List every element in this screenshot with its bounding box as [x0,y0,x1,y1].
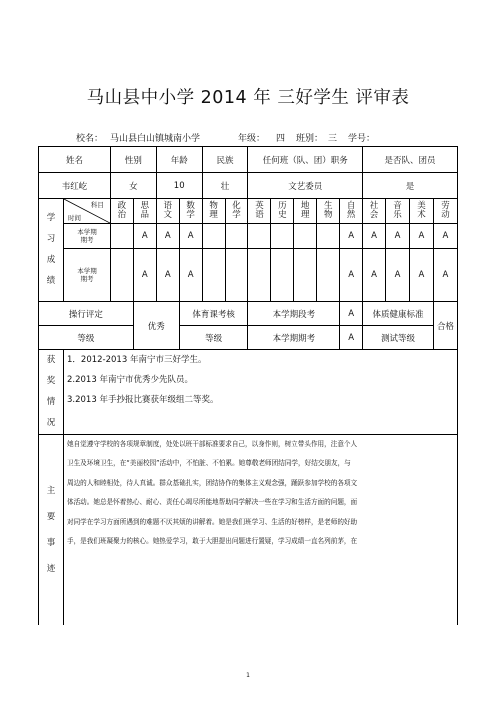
deeds-content [64,435,458,625]
student-name: 韦红屹 [39,173,111,199]
subject-header [225,199,248,224]
subject-header-row [39,199,458,224]
diagonal-header-cell [64,199,111,224]
subject-header-char: 自 [346,200,356,211]
student-ethnicity: 壮 [202,173,248,199]
grade-cell [271,249,294,302]
student-age: 10 [156,173,202,199]
subject-header-char: 音 [393,200,402,211]
diag-subject-label: 科目 [90,201,104,209]
awards-row [39,350,458,435]
subject-header-char: 然 [346,210,356,220]
subject-header [433,199,457,224]
deeds-line: 周边的人和睦相处，待人真诚。群众基础扎实，团结协作的集体主义观念强，踊跃参加学校的各项文 [67,478,358,487]
midterm-label: 本学期段考 [248,302,340,326]
grade-cell [317,249,340,302]
deeds-row [39,435,458,625]
grade-cell: A [409,249,433,302]
subject-header-char: 学 [186,210,195,220]
grade-row-label [64,249,111,302]
subject-header [409,199,433,224]
subject-header [363,199,386,224]
subject-header-char: 数 [186,200,195,211]
subject-header-char: 政 [117,200,127,211]
ethnicity-header: 民族 [202,147,248,173]
midterm-value: A [340,302,363,326]
subject-header-char: 思 [140,200,150,211]
grade-cell [271,224,294,249]
grade-cell [225,249,248,302]
deeds-line: 她自觉遵守学校的各项规章制度，处处以班干部标准要求自己，以身作则，树立带头作用，注意个人 [67,440,358,448]
subject-header [156,199,179,224]
health-grade-label: 测试等级 [363,326,434,350]
conduct-value: 优秀 [133,302,179,350]
subject-header-char: 术 [417,210,426,220]
evaluation-row [39,326,458,350]
conduct-grade-label: 等级 [39,326,134,350]
subject-header-char: 语 [163,200,172,211]
subject-header-char: 会 [369,210,379,220]
subject-header [317,199,340,224]
grade-cell [294,249,317,302]
student-position: 文艺委员 [248,173,363,199]
subject-header-char: 物 [209,200,218,211]
grade-cell: A [133,249,156,302]
deeds-label [39,435,64,625]
student-member: 是 [363,173,458,199]
awards-char: 情 [46,397,56,407]
awards-label [39,350,64,435]
grade-row-label-part: 期考 [80,275,94,283]
name-header: 姓名 [39,147,111,173]
deeds-line: 体活动。她总是怀着热心、耐心、责任心竭尽所能地帮助同学解决一些在学习和生活方面的问题，面 [67,498,358,507]
subject-header-char: 动 [441,210,450,220]
study-grades-char: 绩 [46,276,56,286]
awards-char: 况 [46,418,56,428]
subject-header-char: 治 [117,210,127,220]
grade-row [39,249,458,302]
grade-cell: A [433,249,457,302]
grade-cell [110,224,133,249]
evaluation-form-table [38,146,458,625]
subject-header [248,199,271,224]
study-grades-char: 习 [46,234,56,244]
subject-header-char: 历 [278,200,287,211]
subject-header-char: 理 [301,210,310,220]
diag-time-label: 时间 [68,214,81,222]
grade-cell [248,224,271,249]
grade-cell: A [156,249,179,302]
subject-header [271,199,294,224]
grade-cell [317,224,340,249]
age-header: 年龄 [156,147,202,173]
final-label: 本学期期考 [248,326,340,350]
subject-header-char: 地 [301,200,310,211]
deeds-line: 对同学在学习方面所遇到的难题不厌其烦的讲解着。她是我们班学习、生活的好榜样，是老师的好助 [67,517,358,526]
subject-header [133,199,156,224]
subject-header-char: 乐 [393,210,402,220]
grade-cell: A [179,224,202,249]
grade-cell: A [433,224,457,249]
grade-row [39,224,458,249]
grade-cell: A [386,249,410,302]
grade-label: 年级： [238,134,266,144]
subject-header-char: 史 [278,210,287,220]
grade-value: 四 [276,134,286,144]
school-value: 马山县白山镇城南小学 [110,134,201,144]
student-no-label: 学号： [348,134,376,144]
deeds-line: 手，是我们班凝聚力的核心。她热爱学习，敢于大胆提出问题进行置疑，学习成绩一直名列前茅，在 [67,537,358,546]
subject-header-char: 文 [163,210,172,220]
deeds-char: 要 [46,511,56,522]
subject-header-char: 英 [255,200,264,211]
pe-label: 体育课考核 [179,302,248,326]
subject-header [340,199,363,224]
grade-cell [225,224,248,249]
class-label: 班别： [296,134,324,144]
subject-header [179,199,202,224]
grade-cell [110,249,133,302]
grade-cell [248,249,271,302]
deeds-char: 迹 [46,563,56,574]
health-value: 合格 [433,302,457,350]
study-grades-char: 成 [46,255,56,265]
student-gender: 女 [110,173,156,199]
study-grades-label [39,199,64,302]
subject-header-char: 品 [140,210,150,220]
deeds-line: 卫生及环境卫生，在“美丽校园”活动中，不怕脏、不怕累。她尊敬老师团结同学，好结交朋友，与 [67,459,351,468]
grade-cell: A [363,249,386,302]
health-label: 体质健康标准 [363,302,434,326]
evaluation-row [39,302,458,326]
grade-cell: A [386,224,410,249]
subject-header [386,199,410,224]
grade-cell [202,224,225,249]
awards-content [64,350,458,435]
grade-cell: A [179,249,202,302]
final-value: A [340,326,363,350]
subject-header-char: 语 [255,210,264,220]
grade-cell: A [156,224,179,249]
grade-cell: A [133,224,156,249]
grade-row-label-part: 本学期 [77,266,97,275]
header-row [39,147,458,173]
grade-row-label [64,224,111,249]
grade-cell: A [340,249,363,302]
subject-header-char: 美 [417,200,426,211]
subject-header-char: 劳 [441,200,450,211]
subject-header-char: 生 [323,200,333,211]
conduct-label: 操行评定 [39,302,134,326]
form-title: 马山县中小学 2014 年 三好学生 评审表 [86,88,410,108]
pe-grade-label: 等级 [179,326,248,350]
award-item: 3.2013 年手抄报比赛获年级组二等奖。 [67,395,219,405]
award-item: 1．2012-2013 年南宁市三好学生。 [67,355,207,365]
school-label: 校名： [76,134,104,144]
subject-header-char: 化 [232,200,241,211]
position-header: 任何班（队、团）职务 [248,147,363,173]
subject-header [294,199,317,224]
student-row [39,173,458,199]
awards-char: 获 [46,355,56,365]
page-number: 1 [246,672,250,679]
member-header: 是否队、团员 [363,147,458,173]
grade-cell: A [340,224,363,249]
subject-header [202,199,225,224]
subject-header-char: 物 [323,210,333,220]
study-grades-char: 学 [46,213,56,223]
grade-row-label-part: 期考 [80,236,94,244]
grade-cell: A [363,224,386,249]
gender-header: 性别 [110,147,156,173]
subject-header-char: 学 [232,210,241,220]
deeds-char: 主 [46,485,56,496]
grade-cell [202,249,225,302]
subject-header [110,199,133,224]
subject-header-char: 理 [209,210,218,220]
grade-row-label-part: 本学期 [77,227,97,236]
subject-header-char: 社 [369,200,379,211]
class-value: 三 [328,134,338,144]
deeds-char: 事 [46,537,56,548]
award-item: 2.2013 年南宁市优秀少先队员。 [67,375,193,385]
grade-cell [294,224,317,249]
grade-cell: A [409,224,433,249]
awards-char: 奖 [46,376,56,386]
